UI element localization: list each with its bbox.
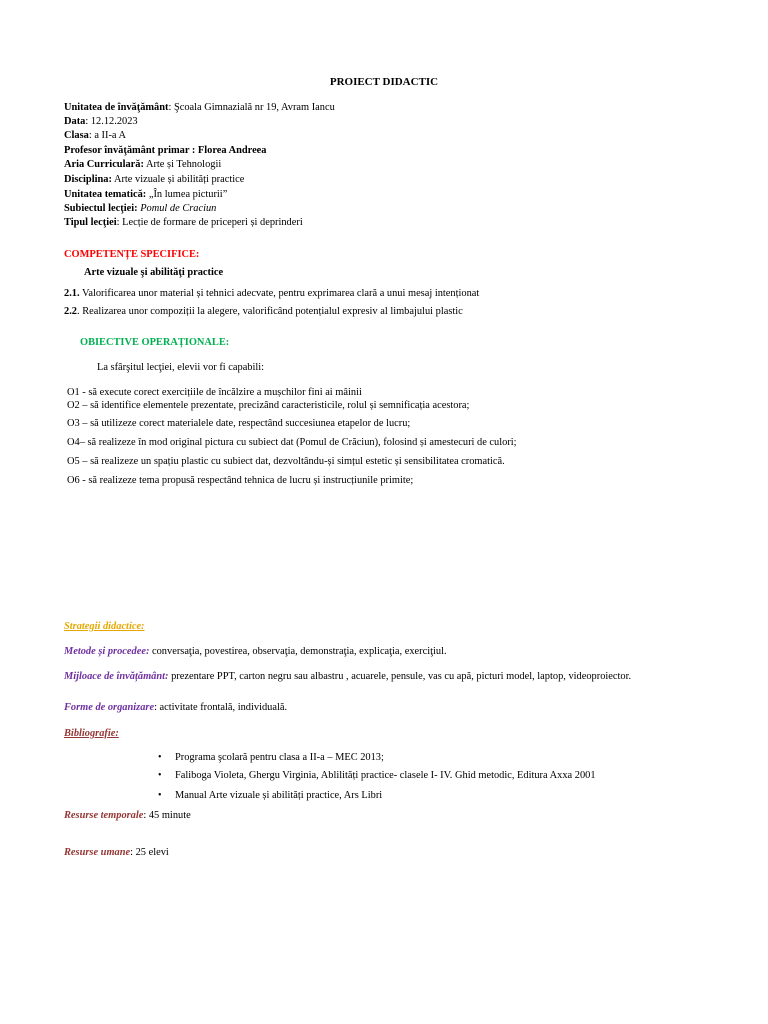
disciplina-label: Disciplina: [64, 174, 112, 185]
competenta-num: 2.1. [64, 288, 80, 299]
tip-value: : Lecție de formare de priceperi și deprinderi [116, 217, 303, 228]
bullet-icon: • [158, 752, 162, 763]
strategii-heading: Strategii didactice: [64, 621, 145, 632]
obiective-heading: OBIECTIVE OPERAȚIONALE: [80, 337, 230, 348]
metode-row [64, 645, 447, 659]
resurse-umane-value: : 25 elevi [130, 847, 169, 858]
unitate-value: : Şcoala Gimnazială nr 19, Avram Iancu [168, 102, 335, 113]
obiectiv-item: O4– să realizeze în mod original pictura cu subiect dat (Pomul de Crăciun), folosind și amestecuri de culori; [67, 437, 517, 448]
subiect-value: Pomul de Craciun [137, 203, 217, 214]
subiect-row [64, 202, 216, 216]
obiectiv-item: O3 – să utilizeze corect materialele date, respectând succesiunea etapelor de lucru; [67, 418, 411, 429]
data-label: Data [64, 116, 86, 127]
resurse-umane-label: Resurse umane [64, 847, 131, 858]
competenta-text: Valorificarea unor material și tehnici adecvate, pentru exprimarea clară a unui mesaj intenționat [79, 288, 480, 299]
aria-row [64, 158, 221, 172]
metode-value: conversaţia, povestirea, observaţia, demonstraţia, explicaţia, exerciţiul. [149, 646, 447, 657]
forme-row [64, 701, 287, 715]
bibliografie-item: Manual Arte vizuale și abilități practice, Ars Libri [175, 790, 383, 801]
competenta-num: 2.2 [64, 306, 77, 317]
bibliografie-item: Faliboga Violeta, Ghergu Virginia, Ablilități practice- clasele I- IV. Ghid metodic, Editura Axxa 2001 [175, 770, 596, 781]
unitate-row [64, 101, 335, 115]
obiectiv-item: O1 - să execute corect exercițiile de încălzire a mușchilor fini ai mâinii [67, 387, 362, 398]
competente-subheading: Arte vizuale şi abilităţi practice [84, 267, 224, 278]
mijloace-value: prezentare PPT, carton negru sau albastru , acuarele, pensule, vas cu apă, picturi model, laptop, videoproiector. [168, 671, 632, 682]
mijloace-label: Mijloace de învățământ: [64, 671, 169, 682]
competenta-text: . Realizarea unor compoziții la alegere, valorificând potențialul expresiv al limbajului plastic [77, 306, 463, 317]
unitate-label: Unitatea de învăţământ [64, 102, 169, 113]
tip-row [64, 216, 303, 230]
resurse-temporale-value: : 45 minute [143, 810, 191, 821]
profesor-label: Profesor învăţământ primar : Florea Andreea [64, 145, 267, 156]
page-title: PROIECT DIDACTIC [329, 76, 439, 88]
forme-label: Forme de organizare [64, 702, 155, 713]
obiectiv-item: O6 - să realizeze tema propusă respectând tehnica de lucru și instrucțiunile primite; [67, 475, 414, 486]
bibliografie-item: Programa şcolară pentru clasa a II-a – MEC 2013; [175, 752, 384, 763]
resurse-umane-row [64, 846, 169, 860]
obiectiv-item: O5 – să realizeze un spațiu plastic cu subiect dat, dezvoltându-și simțul estetic și sensibilitatea cromatică. [67, 456, 505, 467]
data-value: : 12.12.2023 [85, 116, 138, 127]
clasa-label: Clasa [64, 130, 89, 141]
clasa-value: : a II-a A [88, 130, 127, 141]
disciplina-row [64, 173, 244, 187]
bullet-icon: • [158, 770, 162, 781]
obiective-intro: La sfârşitul lecţiei, elevii vor fi capabili: [97, 362, 265, 373]
resurse-temporale-label: Resurse temporale [64, 810, 144, 821]
aria-label: Aria Curriculară: [64, 159, 144, 170]
aria-value: Arte și Tehnologii [143, 159, 222, 170]
data-row [64, 115, 138, 129]
bibliografie-heading: Bibliografie: [64, 728, 119, 739]
tip-label: Tipul lecţiei [64, 217, 117, 228]
subiect-label: Subiectul lecţiei: [64, 203, 138, 214]
forme-value: : activitate frontală, individuală. [154, 702, 288, 713]
metode-label: Metode și procedee: [64, 646, 150, 657]
clasa-row [64, 129, 126, 143]
competenta-item [64, 287, 479, 301]
unitate-tematica-label: Unitatea tematică: [64, 189, 147, 200]
unitate-tematica-row [64, 188, 227, 202]
mijloace-row [64, 670, 631, 684]
profesor-row [64, 144, 267, 158]
resurse-temporale-row [64, 809, 191, 823]
competente-heading: COMPETENȚE SPECIFICE: [64, 249, 200, 260]
obiectiv-item: O2 – să identifice elementele prezentate, precizând caracteristicile, rolul și semnificația acestora; [67, 400, 470, 411]
unitate-tematica-value: „În lumea picturii” [146, 189, 228, 200]
competenta-item [64, 305, 463, 319]
bullet-icon: • [158, 790, 162, 801]
disciplina-value: Arte vizuale și abilități practice [111, 174, 245, 185]
